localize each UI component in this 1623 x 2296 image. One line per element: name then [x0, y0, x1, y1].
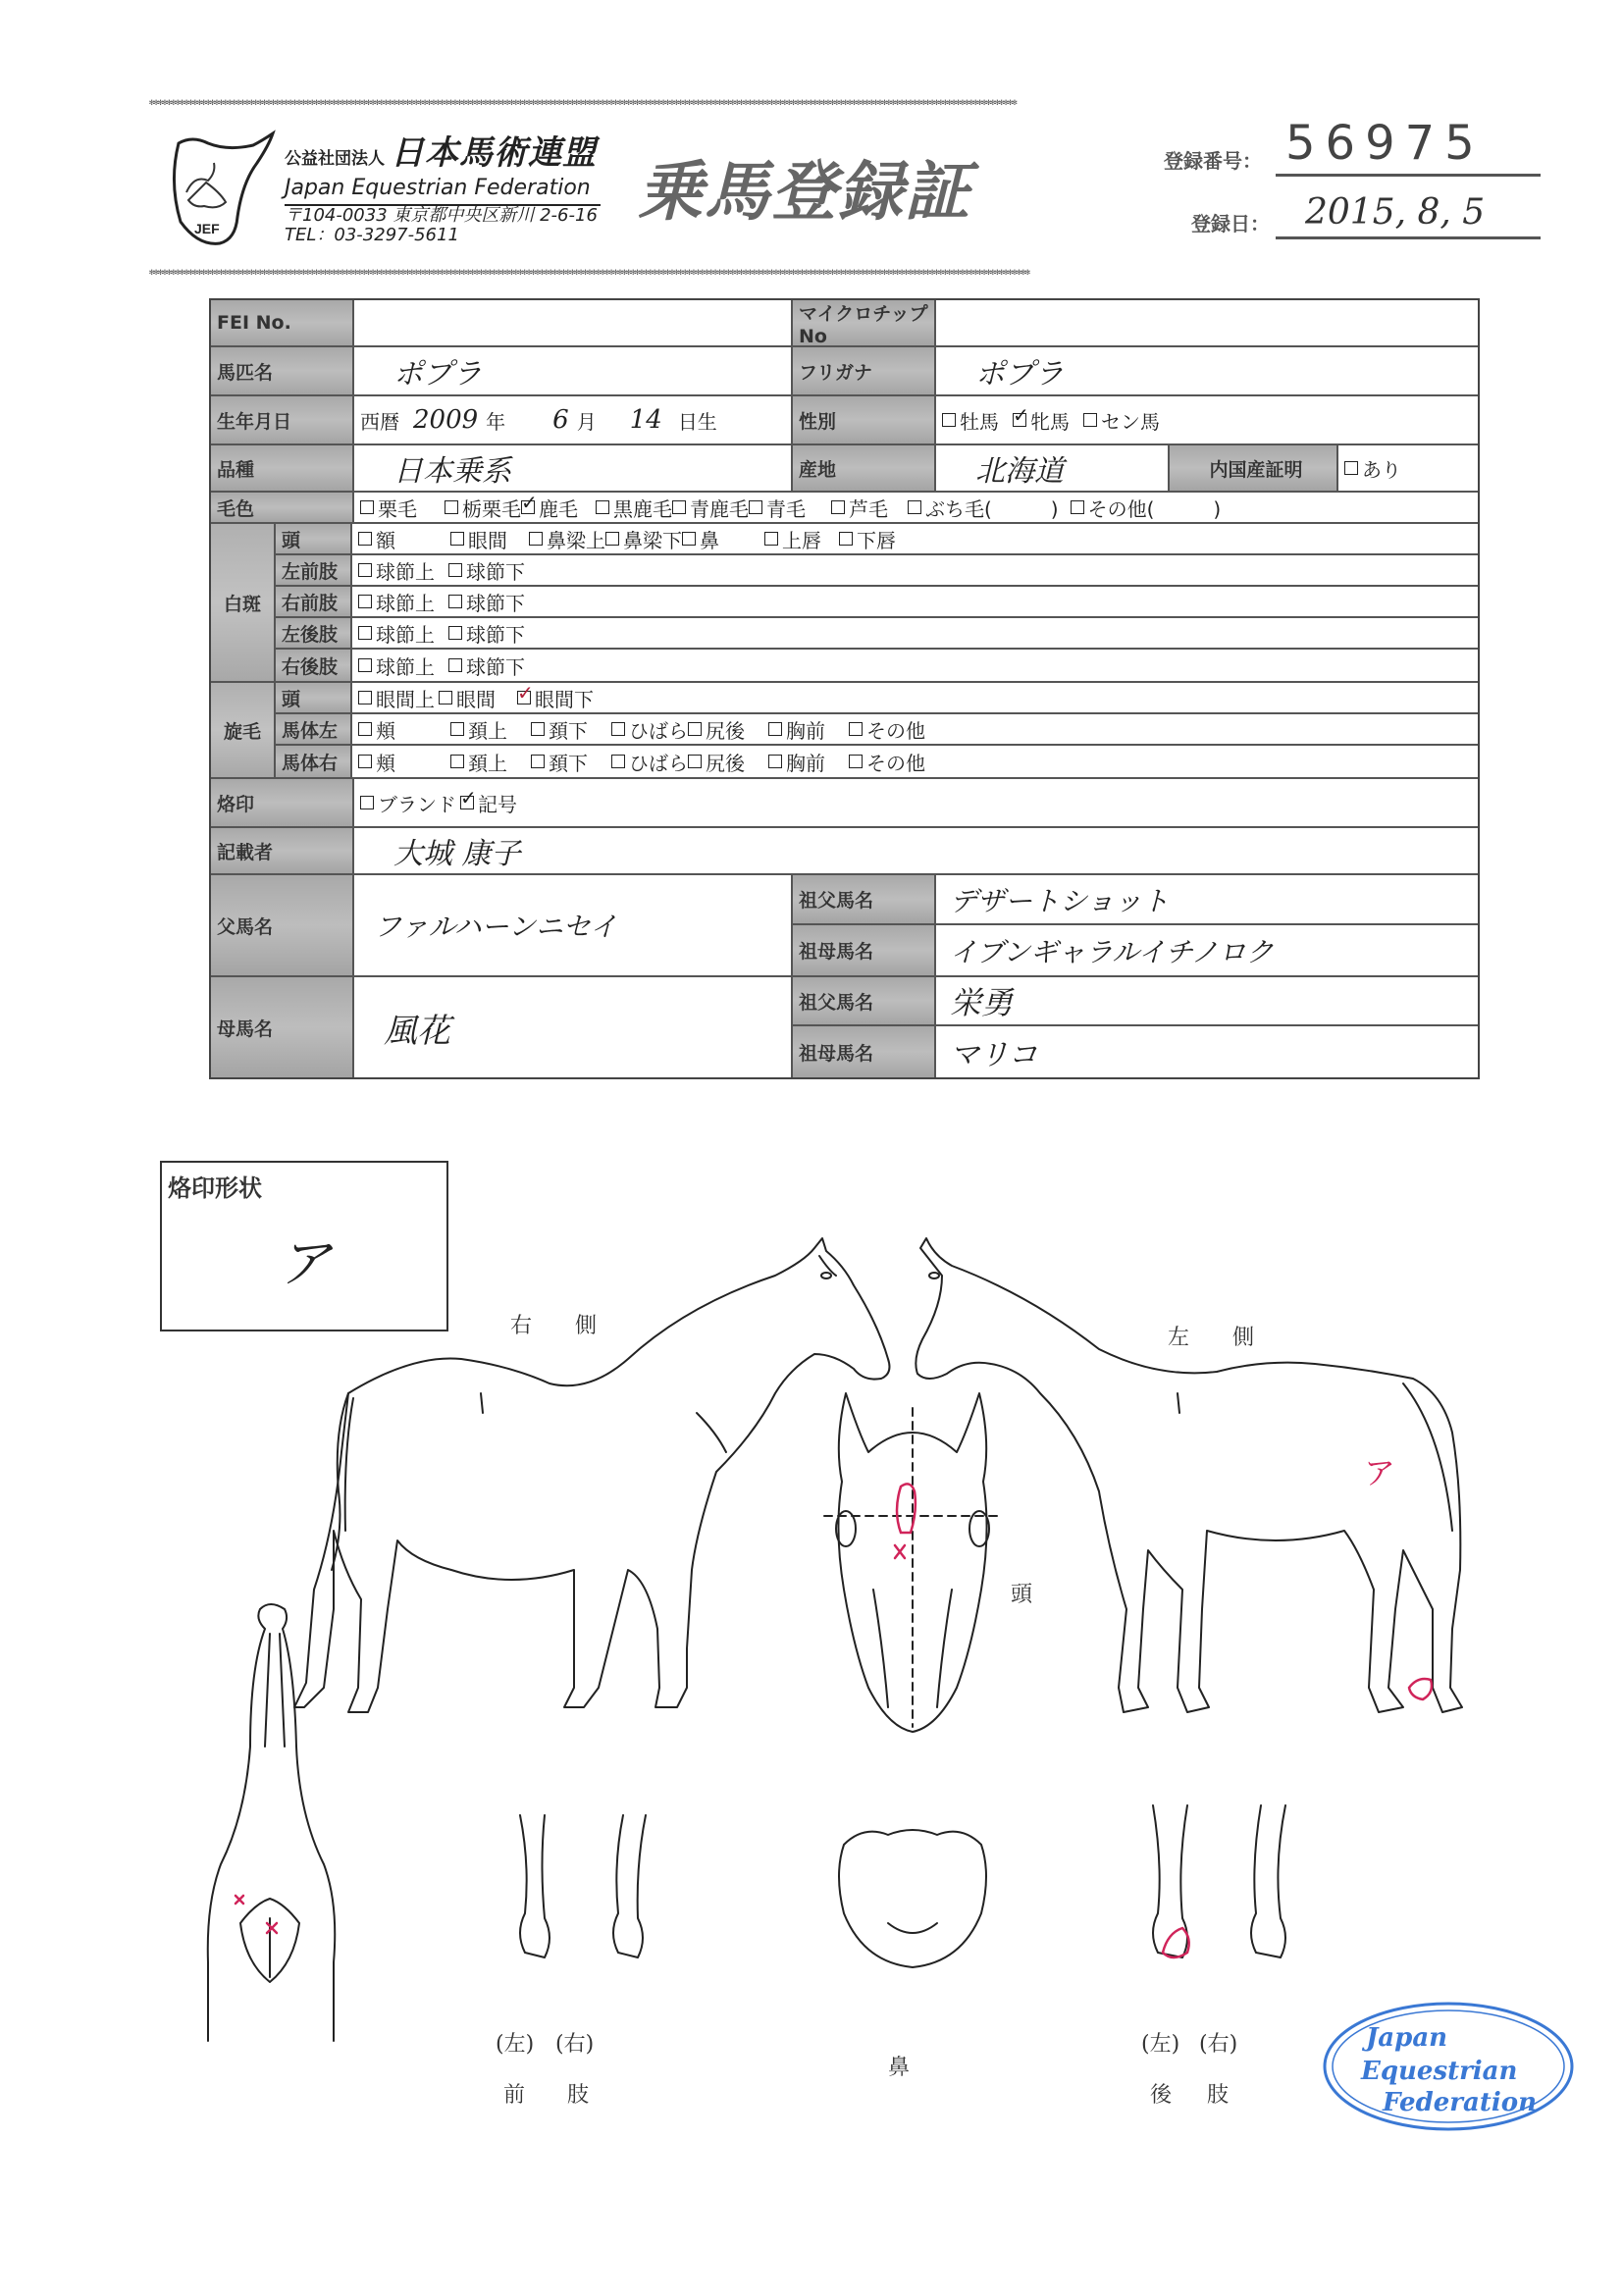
hind-caption-1: 後 — [1150, 2083, 1173, 2108]
whorl-option[interactable]: 胸前 — [768, 748, 825, 776]
head-x-mark — [895, 1545, 905, 1558]
svg-text:Federation: Federation — [1383, 2088, 1537, 2117]
brand-option-brand[interactable]: ブランド — [360, 789, 456, 817]
whorls-label: 旋毛 — [211, 683, 276, 777]
fore-left-label: (左) — [496, 2032, 535, 2057]
recorder-field[interactable]: 大城 康子 — [393, 837, 521, 871]
whorl-option[interactable]: 胸前 — [768, 715, 825, 744]
white-marks-left-hind-row: 左後肢 球節上 球節下 — [276, 618, 1478, 650]
hind-leg-detail-mark — [1163, 1928, 1189, 1957]
registration-number-label: 登録番号： — [1164, 149, 1262, 173]
sire-grandsire-label: 祖父馬名 — [793, 875, 936, 923]
white-mark-option[interactable]: 額 — [358, 525, 395, 553]
coat-option[interactable]: その他( ) — [1071, 494, 1222, 522]
dam-label: 母馬名 — [211, 977, 354, 1077]
white-mark-option[interactable]: 球節下 — [448, 619, 525, 648]
svg-text:Equestrian: Equestrian — [1361, 2057, 1518, 2086]
sex-option-gelding[interactable]: セン馬 — [1083, 406, 1160, 435]
fore-caption-2: 肢 — [567, 2083, 590, 2108]
domestic-cert-option[interactable]: あり — [1344, 454, 1401, 483]
white-mark-option[interactable]: 球節上 — [358, 652, 435, 680]
front-legs-icon — [520, 1815, 646, 1957]
decorative-star-border-bottom: ✻✻✻✻✻✻✻✻✻✻✻✻✻✻✻✻✻✻✻✻✻✻✻✻✻✻✻✻✻✻✻✻✻✻✻✻✻✻✻✻✻✻✻✻✻✻✻✻✻✻✻✻✻✻✻✻✻✻✻✻✻✻✻✻✻✻✻✻✻✻✻✻✻✻✻✻✻✻✻✻✻✻✻✻✻✻✻✻✻✻✻✻✻✻✻✻✻✻✻✻✻✻✻✻✻✻✻✻✻✻✻✻✻✻✻✻✻✻✻✻✻✻✻✻✻✻✻✻✻✻✻✻✻✻✻✻✻✻✻✻✻✻✻✻✻✻✻✻✻✻✻✻✻✻✻✻✻✻✻✻✻✻✻✻✻✻✻✻✻✻✻✻✻✻✻✻✻✻✻✻✻✻✻✻✻✻✻✻✻✻✻✻✻✻✻✻✻✻✻✻✻✻✻ — [149, 268, 1029, 278]
white-marks-head-label: 頭 — [276, 524, 352, 553]
birth-month: 6 — [552, 405, 569, 435]
sire-label: 父馬名 — [211, 875, 354, 975]
org-name-en: Japan Equestrian Federation — [285, 176, 601, 206]
origin-label: 産地 — [793, 445, 936, 491]
birth-day-unit: 日生 — [677, 409, 717, 434]
whorls-head-row: 頭 眼間上 眼間 ✓ 眼間下 — [276, 683, 1478, 714]
dam-grandsire-label: 祖父馬名 — [793, 977, 936, 1024]
whorl-option[interactable]: ひばら — [611, 715, 688, 744]
domestic-cert-label: 内国産証明 — [1170, 445, 1338, 491]
whorl-option[interactable]: 頚下 — [531, 715, 588, 744]
dam-field[interactable]: 風花 — [354, 977, 793, 1077]
coat-option[interactable]: ぶち毛( ) — [908, 494, 1059, 522]
top-view-x-mark-1 — [236, 1896, 243, 1904]
org-tel: TEL：03-3297-5611 — [285, 225, 459, 245]
whorl-option[interactable]: 頚上 — [450, 715, 507, 744]
horse-top-view-icon — [208, 1604, 335, 2041]
white-mark-option[interactable]: 眼間 — [450, 525, 507, 553]
head-label: 頭 — [1011, 1583, 1033, 1607]
whorl-option[interactable]: 尻後 — [688, 748, 745, 776]
coat-option[interactable]: 青鹿毛 — [672, 494, 749, 522]
whorl-option[interactable]: その他 — [849, 715, 925, 744]
whorl-option[interactable]: 頚上 — [450, 748, 507, 776]
whorl-option[interactable]: 眼間上 — [358, 684, 435, 712]
recorder-label: 記載者 — [211, 828, 354, 873]
coat-option[interactable]: 黒鹿毛 — [596, 494, 672, 522]
horse-nose-icon — [839, 1830, 986, 1967]
whorl-option[interactable]: 尻後 — [688, 715, 745, 744]
svg-text:JEF: JEF — [194, 221, 220, 236]
white-mark-option[interactable]: 球節上 — [358, 619, 435, 648]
horse-name-label: 馬匹名 — [211, 347, 354, 394]
left-side-label: 左 側 — [1168, 1326, 1255, 1350]
svg-text:Japan: Japan — [1366, 2023, 1448, 2053]
microchip-label: マイクロチップNo — [793, 300, 936, 345]
white-mark-option[interactable]: 球節上 — [358, 588, 435, 616]
sire-grandsire-field[interactable]: デザートショット — [950, 884, 1170, 917]
whorl-option[interactable]: 眼間 — [439, 684, 496, 712]
nose-label: 鼻 — [888, 2056, 911, 2080]
registration-number: 56975 — [1276, 116, 1541, 177]
breed-field[interactable]: 日本乗系 — [354, 445, 793, 491]
white-mark-option[interactable]: 上唇 — [764, 525, 821, 553]
white-mark-option[interactable]: 球節下 — [448, 652, 525, 680]
whorl-option[interactable]: 頬 — [358, 715, 395, 744]
birth-year-unit: 年 — [486, 409, 506, 434]
org-prefix: 公益社団法人 — [285, 149, 385, 169]
breed-label: 品種 — [211, 445, 354, 491]
registration-date: 2015, 8, 5 — [1276, 192, 1541, 239]
brand-option-symbol[interactable]: ✓ 記号 — [460, 789, 517, 817]
org-address: 〒104-0033 東京都中央区新川 2-6-16 — [285, 205, 598, 226]
whorls-body-right-row: 馬体右 頬 頚上 頚下 ひばら 尻後 胸前 その他 — [276, 746, 1478, 777]
brand-shape-label: 烙印形状 — [168, 1174, 262, 1202]
white-mark-option[interactable]: 下唇 — [839, 525, 896, 553]
coat-color-label: 毛色 — [211, 493, 354, 522]
white-marks-right-fore-row: 右前肢 球節上 球節下 — [276, 587, 1478, 618]
coat-option[interactable]: 栃栗毛 — [445, 494, 521, 522]
right-side-label: 右 側 — [510, 1314, 598, 1338]
white-marks-right-hind-row: 右後肢 球節上 球節下 — [276, 650, 1478, 681]
horse-right-side-icon — [294, 1238, 889, 1712]
jef-stamp-icon — [1322, 1999, 1575, 2134]
dam-granddam-label: 祖母馬名 — [793, 1026, 936, 1077]
coat-option[interactable]: 青毛 — [749, 494, 806, 522]
red-markings — [236, 1454, 1432, 1957]
white-marks-left-fore-row: 左前肢 球節上 球節下 — [276, 555, 1478, 587]
sire-granddam-label: 祖母馬名 — [793, 925, 936, 975]
birth-era: 西暦 — [360, 409, 399, 434]
white-marks-label: 白斑 — [211, 524, 276, 681]
whorl-option[interactable]: 頬 — [358, 748, 395, 776]
white-mark-option[interactable]: 鼻 — [682, 525, 719, 553]
sire-granddam-field[interactable]: イブンギャラルイチノロク — [950, 935, 1274, 968]
top-view-x-mark-2 — [267, 1923, 277, 1933]
sire-field[interactable]: ファルハーンニセイ — [354, 875, 793, 975]
whorl-option[interactable]: 頚下 — [531, 748, 588, 776]
white-mark-option[interactable]: 鼻梁上 — [529, 525, 605, 553]
sex-option-stallion[interactable]: 牡馬 — [942, 406, 999, 435]
birth-month-unit: 月 — [576, 409, 597, 434]
hind-right-label: (右) — [1199, 2032, 1238, 2057]
white-mark-option[interactable]: 鼻梁下 — [605, 525, 682, 553]
fore-right-label: (右) — [555, 2032, 595, 2057]
horse-head-front-icon — [824, 1393, 1001, 1732]
birth-date-label: 生年月日 — [211, 396, 354, 444]
coat-option[interactable]: 芦毛 — [831, 494, 888, 522]
whorl-option[interactable]: ひばら — [611, 748, 688, 776]
whorls-body-left-row: 馬体左 頬 頚上 頚下 ひばら 尻後 胸前 その他 — [276, 714, 1478, 746]
brand-shape-value: ア — [278, 1232, 331, 1294]
whorl-option-checked[interactable]: ✓ 眼間下 — [517, 684, 594, 712]
org-name-jp: 日本馬術連盟 — [391, 133, 597, 173]
hind-leg-mark — [1409, 1679, 1432, 1699]
sex-option-mare[interactable]: ✓ 牝馬 — [1013, 406, 1070, 435]
decorative-star-border-top: ✻✻✻✻✻✻✻✻✻✻✻✻✻✻✻✻✻✻✻✻✻✻✻✻✻✻✻✻✻✻✻✻✻✻✻✻✻✻✻✻✻✻✻✻✻✻✻✻✻✻✻✻✻✻✻✻✻✻✻✻✻✻✻✻✻✻✻✻✻✻✻✻✻✻✻✻✻✻✻✻✻✻✻✻✻✻✻✻✻✻✻✻✻✻✻✻✻✻✻✻✻✻✻✻✻✻✻✻✻✻✻✻✻✻✻✻✻✻✻✻✻✻✻✻✻✻✻✻✻✻✻✻✻✻✻✻✻✻✻✻✻✻✻✻✻✻✻✻✻✻✻✻✻✻✻✻✻✻✻✻✻✻✻✻✻✻✻✻✻✻✻✻✻✻✻✻✻✻✻✻✻✻✻✻✻✻✻✻✻✻✻✻✻✻✻✻✻✻✻✻ — [149, 98, 1017, 108]
registration-date-label: 登録日： — [1191, 212, 1270, 235]
fore-caption-1: 前 — [503, 2083, 526, 2108]
furigana-label: フリガナ — [793, 347, 936, 394]
hind-left-label: (左) — [1141, 2032, 1180, 2057]
birth-year: 2009 — [413, 405, 479, 435]
horse-name-field[interactable]: ポプラ — [354, 347, 793, 394]
whorl-option[interactable]: その他 — [849, 748, 925, 776]
body-brand-mark: ア — [1364, 1454, 1396, 1491]
dam-grandsire-field[interactable]: 栄勇 — [950, 984, 1014, 1021]
white-mark-option[interactable]: 球節下 — [448, 556, 525, 585]
birth-day: 14 — [629, 405, 662, 435]
sex-label: 性別 — [793, 396, 936, 444]
hind-caption-2: 肢 — [1207, 2083, 1230, 2108]
dam-granddam-field[interactable]: マリコ — [950, 1038, 1038, 1072]
brand-label: 烙印 — [211, 779, 354, 826]
document-title: 乗馬登録証 — [638, 154, 971, 230]
fei-no-label: FEI No. — [211, 300, 354, 345]
furigana-field[interactable]: ポプラ — [975, 357, 1064, 391]
coat-option-checked[interactable]: ✓ 鹿毛 — [521, 494, 578, 522]
coat-option[interactable]: 栗毛 — [360, 494, 417, 522]
white-mark-option[interactable]: 球節下 — [448, 588, 525, 616]
white-mark-option[interactable]: 球節上 — [358, 556, 435, 585]
origin-field[interactable]: 北海道 — [936, 445, 1170, 491]
